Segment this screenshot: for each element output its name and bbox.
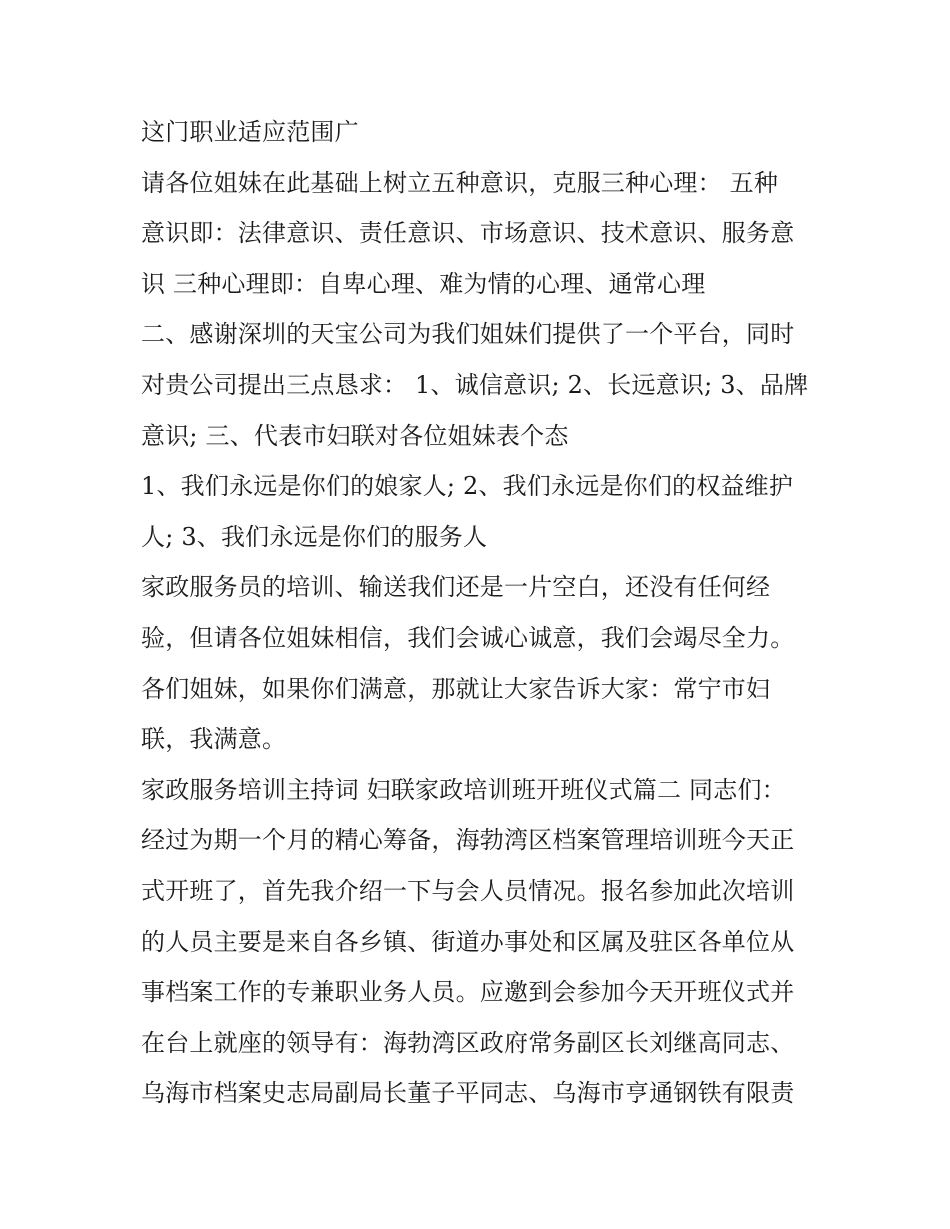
text-line: 的人员主要是来自各乡镇、街道办事处和区属及驻区各单位从: [141, 927, 795, 956]
text-line: 家政服务员的培训、输送我们还是一片空白，还没有任何经: [141, 573, 771, 602]
text-line: 家政服务培训主持词 妇联家政培训班开班仪式篇二 同志们：: [141, 775, 786, 804]
text-line: 意识; 三、代表市妇联对各位姐妹表个态: [141, 421, 569, 450]
text-line: 这门职业适应范围广: [141, 118, 359, 146]
text-line: 二、感谢深圳的天宝公司为我们姐妹们提供了一个平台，同时: [141, 320, 795, 349]
text-line: 请各位姐妹在此基础上树立五种意识，克服三种心理： 五种: [141, 168, 779, 197]
text-line: 识 三种心理即：自卑心理、难为情的心理、通常心理: [141, 269, 706, 298]
document-body: [141, 107, 821, 1119]
text-line: 乌海市档案史志局副局长董子平同志、乌海市亨通钢铁有限责: [141, 1079, 795, 1108]
text-line: 对贵公司提出三点恳求： 1、诚信意识; 2、长远意识; 3、品牌: [141, 370, 809, 399]
text-line: 在台上就座的领导有：海勃湾区政府常务副区长刘继高同志、: [141, 1028, 795, 1057]
text-line: 意识即：法律意识、责任意识、市场意识、技术意识、服务意: [141, 219, 795, 248]
text-line: 式开班了，首先我介绍一下与会人员情况。报名参加此次培训: [141, 876, 795, 905]
text-line: 事档案工作的专兼职业务人员。应邀到会参加今天开班仪式并: [141, 978, 795, 1007]
text-line: 1、我们永远是你们的娘家人; 2、我们永远是你们的权益维护: [141, 472, 794, 501]
text-line: 经过为期一个月的精心筹备，海勃湾区档案管理培训班今天正: [141, 826, 795, 855]
text-line: 人; 3、我们永远是你们的服务人: [141, 522, 488, 551]
text-line: 验，但请各位姐妹相信，我们会诚心诚意，我们会竭尽全力。: [141, 623, 795, 652]
text-line: 各们姐妹，如果你们满意，那就让大家告诉大家：常宁市妇: [141, 674, 771, 703]
text-line: 联，我满意。: [141, 725, 287, 754]
